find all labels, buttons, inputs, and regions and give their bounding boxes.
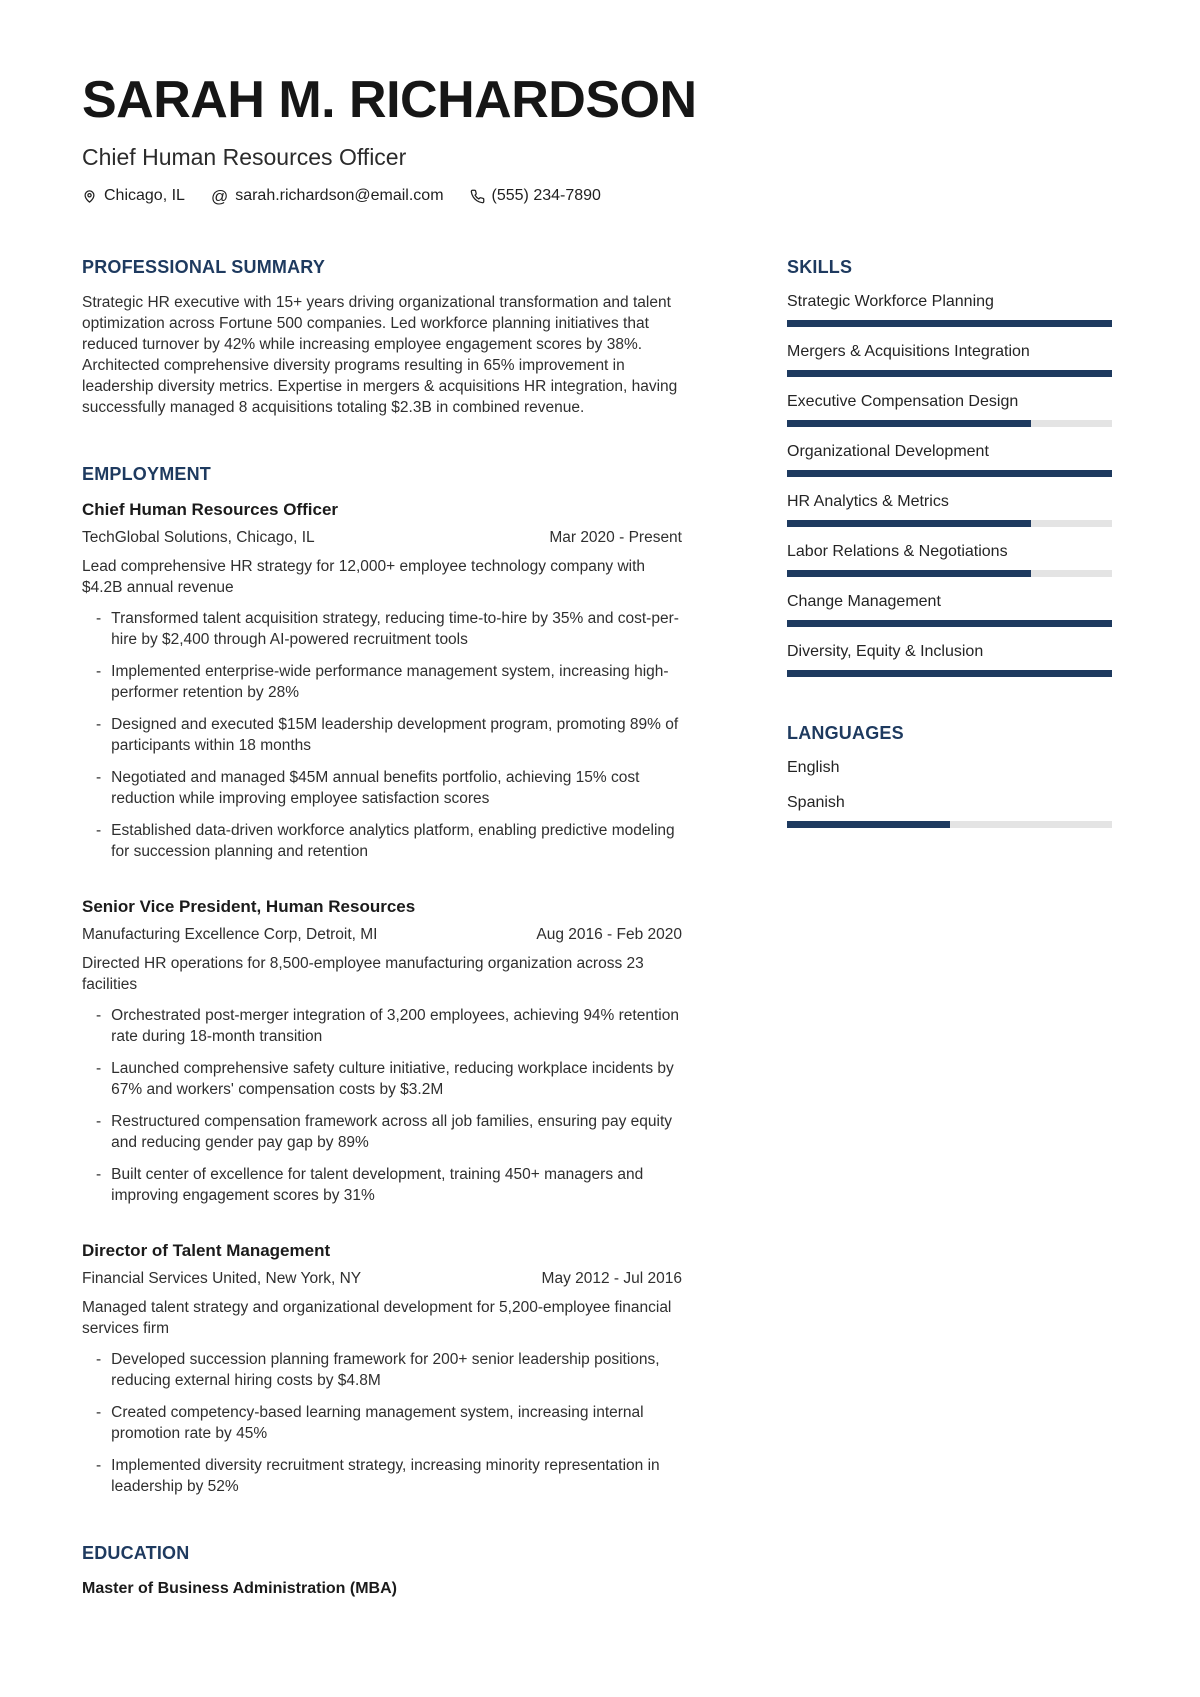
skill-bar-fill xyxy=(787,620,1112,627)
skill-bar-fill xyxy=(787,320,1112,327)
content-columns xyxy=(82,257,1112,1645)
skills-section xyxy=(787,257,1112,677)
bullet-text: Established data-driven workforce analytics platform, enabling predictive modeling for succession planning and retention xyxy=(111,822,675,860)
job-dates: May 2012 - Jul 2016 xyxy=(541,1270,682,1287)
skill-label: Labor Relations & Negotiations xyxy=(787,543,1008,560)
skill-label: Executive Compensation Design xyxy=(787,393,1019,410)
skill-label: Diversity, Equity & Inclusion xyxy=(787,643,984,660)
language-label: English xyxy=(787,759,840,776)
skill-bar xyxy=(787,670,1112,677)
contact-phone-text: (555) 234-7890 xyxy=(491,187,601,204)
bullet-item xyxy=(82,1402,682,1444)
contact-phone xyxy=(470,187,601,205)
contact-location-text: Chicago, IL xyxy=(104,187,185,204)
bullet-text: Transformed talent acquisition strategy, reducing time-to-hire by 35% and cost-per-hire by $2,400 through AI-powered recruitment tools xyxy=(111,610,679,648)
bullet-marker: - xyxy=(96,1166,102,1183)
contact-email-text: sarah.richardson@email.com xyxy=(235,187,444,204)
language-bar xyxy=(787,821,1112,828)
skill-item xyxy=(787,492,1112,527)
language-bar-fill xyxy=(787,821,950,828)
skill-bar-fill xyxy=(787,670,1112,677)
bullet-text: Implemented diversity recruitment strategy, increasing minority representation in leadership by 52% xyxy=(111,1457,660,1495)
job-description: Directed HR operations for 8,500-employee manufacturing organization across 23 facilities xyxy=(82,955,644,993)
job-title: Senior Vice President, Human Resources xyxy=(82,897,416,916)
skill-bar-fill xyxy=(787,520,1031,527)
bullet-item xyxy=(82,820,682,862)
skill-item xyxy=(787,542,1112,577)
skill-label: Change Management xyxy=(787,593,941,610)
resume-header xyxy=(82,72,1112,205)
skill-item xyxy=(787,292,1112,327)
job-company-row xyxy=(82,925,682,945)
education-degree: Master of Business Administration (MBA) xyxy=(82,1580,397,1597)
skill-item xyxy=(787,592,1112,627)
skill-bar-fill xyxy=(787,370,1112,377)
skill-item xyxy=(787,642,1112,677)
bullet-marker: - xyxy=(96,822,102,839)
job-company-row xyxy=(82,528,682,548)
skill-bar xyxy=(787,370,1112,377)
phone-icon xyxy=(470,189,485,204)
language-item xyxy=(787,793,1112,828)
education-section xyxy=(82,1543,682,1599)
job-entry xyxy=(82,896,682,1206)
contact-email xyxy=(211,187,444,205)
employment-heading: EMPLOYMENT xyxy=(82,464,212,484)
bullet-item xyxy=(82,714,682,756)
email-at-icon: @ xyxy=(210,186,229,206)
skill-bar xyxy=(787,620,1112,627)
job-description: Lead comprehensive HR strategy for 12,000+ employee technology company with $4.2B annual revenue xyxy=(82,558,646,596)
bullet-text: Negotiated and managed $45M annual benefits portfolio, achieving 15% cost reduction while improving employee satisfaction scores xyxy=(111,769,640,807)
bullet-text: Implemented enterprise-wide performance management system, increasing high-performer retention by 28% xyxy=(111,663,669,701)
skill-item xyxy=(787,342,1112,377)
summary-section xyxy=(82,257,682,418)
job-title: Chief Human Resources Officer xyxy=(82,500,339,519)
bullet-text: Developed succession planning framework for 200+ senior leadership positions, reducing external hiring costs by $4.8M xyxy=(111,1351,660,1389)
employment-section xyxy=(82,464,682,1497)
bullet-text: Orchestrated post-merger integration of 3,200 employees, achieving 94% retention rate during 18-month transition xyxy=(111,1007,679,1045)
location-pin-icon xyxy=(82,189,97,204)
job-company: TechGlobal Solutions, Chicago, IL xyxy=(82,529,315,546)
job-bullets xyxy=(82,608,682,862)
bullet-marker: - xyxy=(96,1113,102,1130)
contact-row xyxy=(82,187,1112,205)
job-title: Director of Talent Management xyxy=(82,1241,331,1260)
skill-bar-fill xyxy=(787,470,1112,477)
skills-heading: SKILLS xyxy=(787,257,853,277)
bullet-item xyxy=(82,1349,682,1391)
bullet-item xyxy=(82,767,682,809)
skill-bar-fill xyxy=(787,570,1031,577)
job-bullets xyxy=(82,1349,682,1497)
languages-section xyxy=(787,723,1112,828)
bullet-text: Built center of excellence for talent development, training 450+ managers and improving engagement scores by 31% xyxy=(111,1166,644,1204)
skill-bar-fill xyxy=(787,420,1031,427)
right-column xyxy=(787,257,1112,1645)
job-bullets xyxy=(82,1005,682,1206)
skill-label: Strategic Workforce Planning xyxy=(787,293,994,310)
bullet-text: Restructured compensation framework across all job families, ensuring pay equity and reducing gender pay gap by 89% xyxy=(111,1113,673,1151)
job-dates: Aug 2016 - Feb 2020 xyxy=(536,926,682,943)
skill-bar xyxy=(787,520,1112,527)
bullet-item xyxy=(82,1111,682,1153)
left-column xyxy=(82,257,682,1645)
person-headline: Chief Human Resources Officer xyxy=(82,144,407,170)
bullet-item xyxy=(82,1058,682,1100)
bullet-marker: - xyxy=(96,663,102,680)
bullet-text: Launched comprehensive safety culture initiative, reducing workplace incidents by 67% and workers' compensation costs by $3.2M xyxy=(111,1060,674,1098)
bullet-marker: - xyxy=(96,1457,102,1474)
summary-heading: PROFESSIONAL SUMMARY xyxy=(82,257,326,277)
skill-item xyxy=(787,442,1112,477)
bullet-item xyxy=(82,1005,682,1047)
job-dates: Mar 2020 - Present xyxy=(549,529,682,546)
skill-item xyxy=(787,392,1112,427)
skill-label: Mergers & Acquisitions Integration xyxy=(787,343,1030,360)
contact-location xyxy=(82,187,185,205)
bullet-item xyxy=(82,1455,682,1497)
bullet-item xyxy=(82,661,682,703)
job-entry xyxy=(82,499,682,862)
bullet-marker: - xyxy=(96,1351,102,1368)
bullet-item xyxy=(82,608,682,650)
bullet-text: Designed and executed $15M leadership development program, promoting 89% of participants within 18 months xyxy=(111,716,679,754)
bullet-marker: - xyxy=(96,1007,102,1024)
skill-label: Organizational Development xyxy=(787,443,989,460)
bullet-marker: - xyxy=(96,610,102,627)
job-description: Managed talent strategy and organizational development for 5,200-employee financial services firm xyxy=(82,1299,672,1337)
skill-bar xyxy=(787,570,1112,577)
skill-bar xyxy=(787,420,1112,427)
skill-bar xyxy=(787,320,1112,327)
languages-heading: LANGUAGES xyxy=(787,723,904,743)
person-name: SARAH M. RICHARDSON xyxy=(82,71,697,129)
language-label: Spanish xyxy=(787,794,845,811)
bullet-text: Created competency-based learning management system, increasing internal promotion rate by 45% xyxy=(111,1404,644,1442)
bullet-marker: - xyxy=(96,769,102,786)
bullet-marker: - xyxy=(96,1060,102,1077)
job-company: Financial Services United, New York, NY xyxy=(82,1270,362,1287)
language-item xyxy=(787,758,1112,778)
job-company: Manufacturing Excellence Corp, Detroit, MI xyxy=(82,926,378,943)
education-heading: EDUCATION xyxy=(82,1543,190,1563)
skill-bar xyxy=(787,470,1112,477)
job-company-row xyxy=(82,1269,682,1289)
summary-text: Strategic HR executive with 15+ years driving organizational transformation and talent optimization across Fortune 500 companies. Led workforce planning initiatives that reduced turnover by 42% while increasing employee engagement scores by 38%. Architected comprehensive diversity programs resulting in 65% improvement in leadership diversity metrics. Expertise in mergers & acquisitions HR integration, having successfully managed 8 acquisitions totaling $2.3B in combined revenue. xyxy=(82,294,678,416)
bullet-item xyxy=(82,1164,682,1206)
bullet-marker: - xyxy=(96,1404,102,1421)
bullet-marker: - xyxy=(96,716,102,733)
job-entry xyxy=(82,1240,682,1497)
skill-label: HR Analytics & Metrics xyxy=(787,493,949,510)
